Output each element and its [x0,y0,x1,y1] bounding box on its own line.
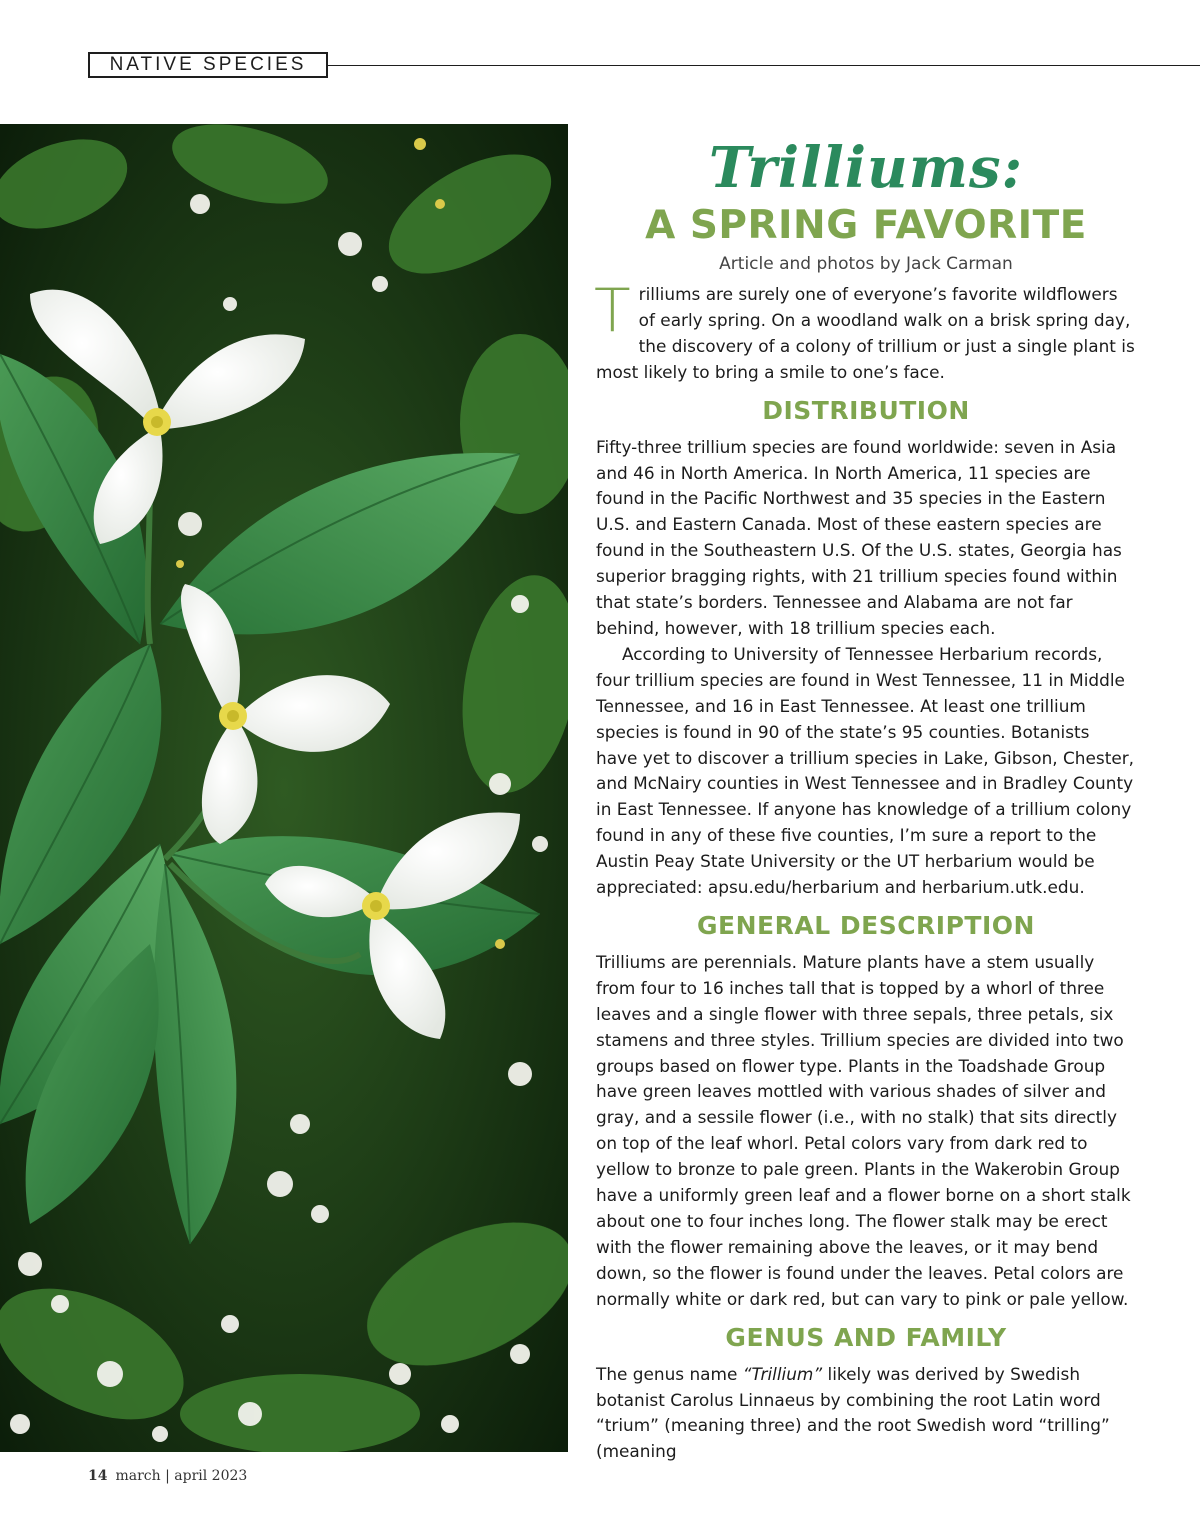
trillium-illustration [0,124,568,1452]
genus-family-paragraph [596,1362,1136,1466]
drop-cap: T [594,276,631,346]
page-number: 14 [88,1468,108,1484]
genus-name-emphasis: “Trillium” [742,1363,823,1384]
article [596,134,1136,1465]
section-label: NATIVE SPECIES [88,52,328,78]
genus-text-after: likely was derived by Swedish botanist Carolus Linnaeus by combining the root Latin word “trium” (meaning three) and the root Swedish word “trilling” (meaning [596,1363,1110,1462]
article-subtitle: A SPRING FAVORITE [645,203,1087,248]
intro-text: rilliums are surely one of everyone’s favorite wildflowers of early spring. On a woodland walk on a brisk spring day, the discovery of a colony of trillium or just a single plant is most likely to bring a smile to one’s face. [596,284,1135,382]
genus-text-before: The genus name [596,1363,743,1384]
general-description-paragraph: Trilliums are perennials. Mature plants have a stem usually from four to 16 inches tall that is topped by a whorl of three leaves and a single flower with three sepals, three petals, six stamens and three styles. Trillium species are divided into two groups based on flower type. Plants in the Toadshade Group have green leaves mottled with various shades of silver and gray, and a sessile flower (i.e., with no stalk) that sits directly on top of the leaf whorl. Petal colors vary from dark red to yellow to bronze to pale green. Plants in the Wakerobin Group have a uniformly green leaf and a flower borne on a short stalk about one to four inches long. The flower stalk may be erect with the flower remaining above the leaves, or it may bend down, so the flower is found under the leaves. Petal colors are normally white or dark red, but can vary to pink or pale yellow. [596,951,1131,1309]
issue-date: march | april 2023 [115,1468,248,1484]
byline: Article and photos by Jack Carman [719,254,1013,274]
section-heading-genus-family: GENUS AND FAMILY [725,1322,1007,1352]
page-footer [88,1468,247,1484]
article-title: Trilliums: [708,135,1024,201]
section-heading-distribution: DISTRIBUTION [762,395,970,425]
header-rule [328,65,1200,66]
intro-paragraph [594,276,1136,386]
section-heading-general-description: GENERAL DESCRIPTION [697,910,1035,940]
trillium-photo [0,124,568,1452]
distribution-paragraph-2: According to University of Tennessee Herbarium records, four trillium species are found in West Tennessee, 11 in Middle Tennessee, and 16 in East Tennessee. At least one trillium species is found in 90 of the state’s 95 counties. Botanists have yet to discover a trillium species in Lake, Gibson, Chester, and McNairy counties in West Tennessee and in Bradley County in East Tennessee. If anyone has knowledge of a trillium colony found in any of these five counties, I’m sure a report to the Austin Peay State University or the UT herbarium would be appreciated: apsu.edu/herbarium and herbarium.utk.edu. [596,643,1135,898]
distribution-paragraph-1: Fifty-three trillium species are found worldwide: seven in Asia and 46 in North America. In North America, 11 species are found in the Pacific Northwest and 35 species in the Eastern U.S. and Eastern Canada. Most of these eastern species are found in the Southeastern U.S. Of the U.S. states, Georgia has superior bragging rights, with 21 trillium species found within that state’s borders. Tennessee and Alabama are not far behind, however, with 18 trillium species each. [596,436,1122,638]
